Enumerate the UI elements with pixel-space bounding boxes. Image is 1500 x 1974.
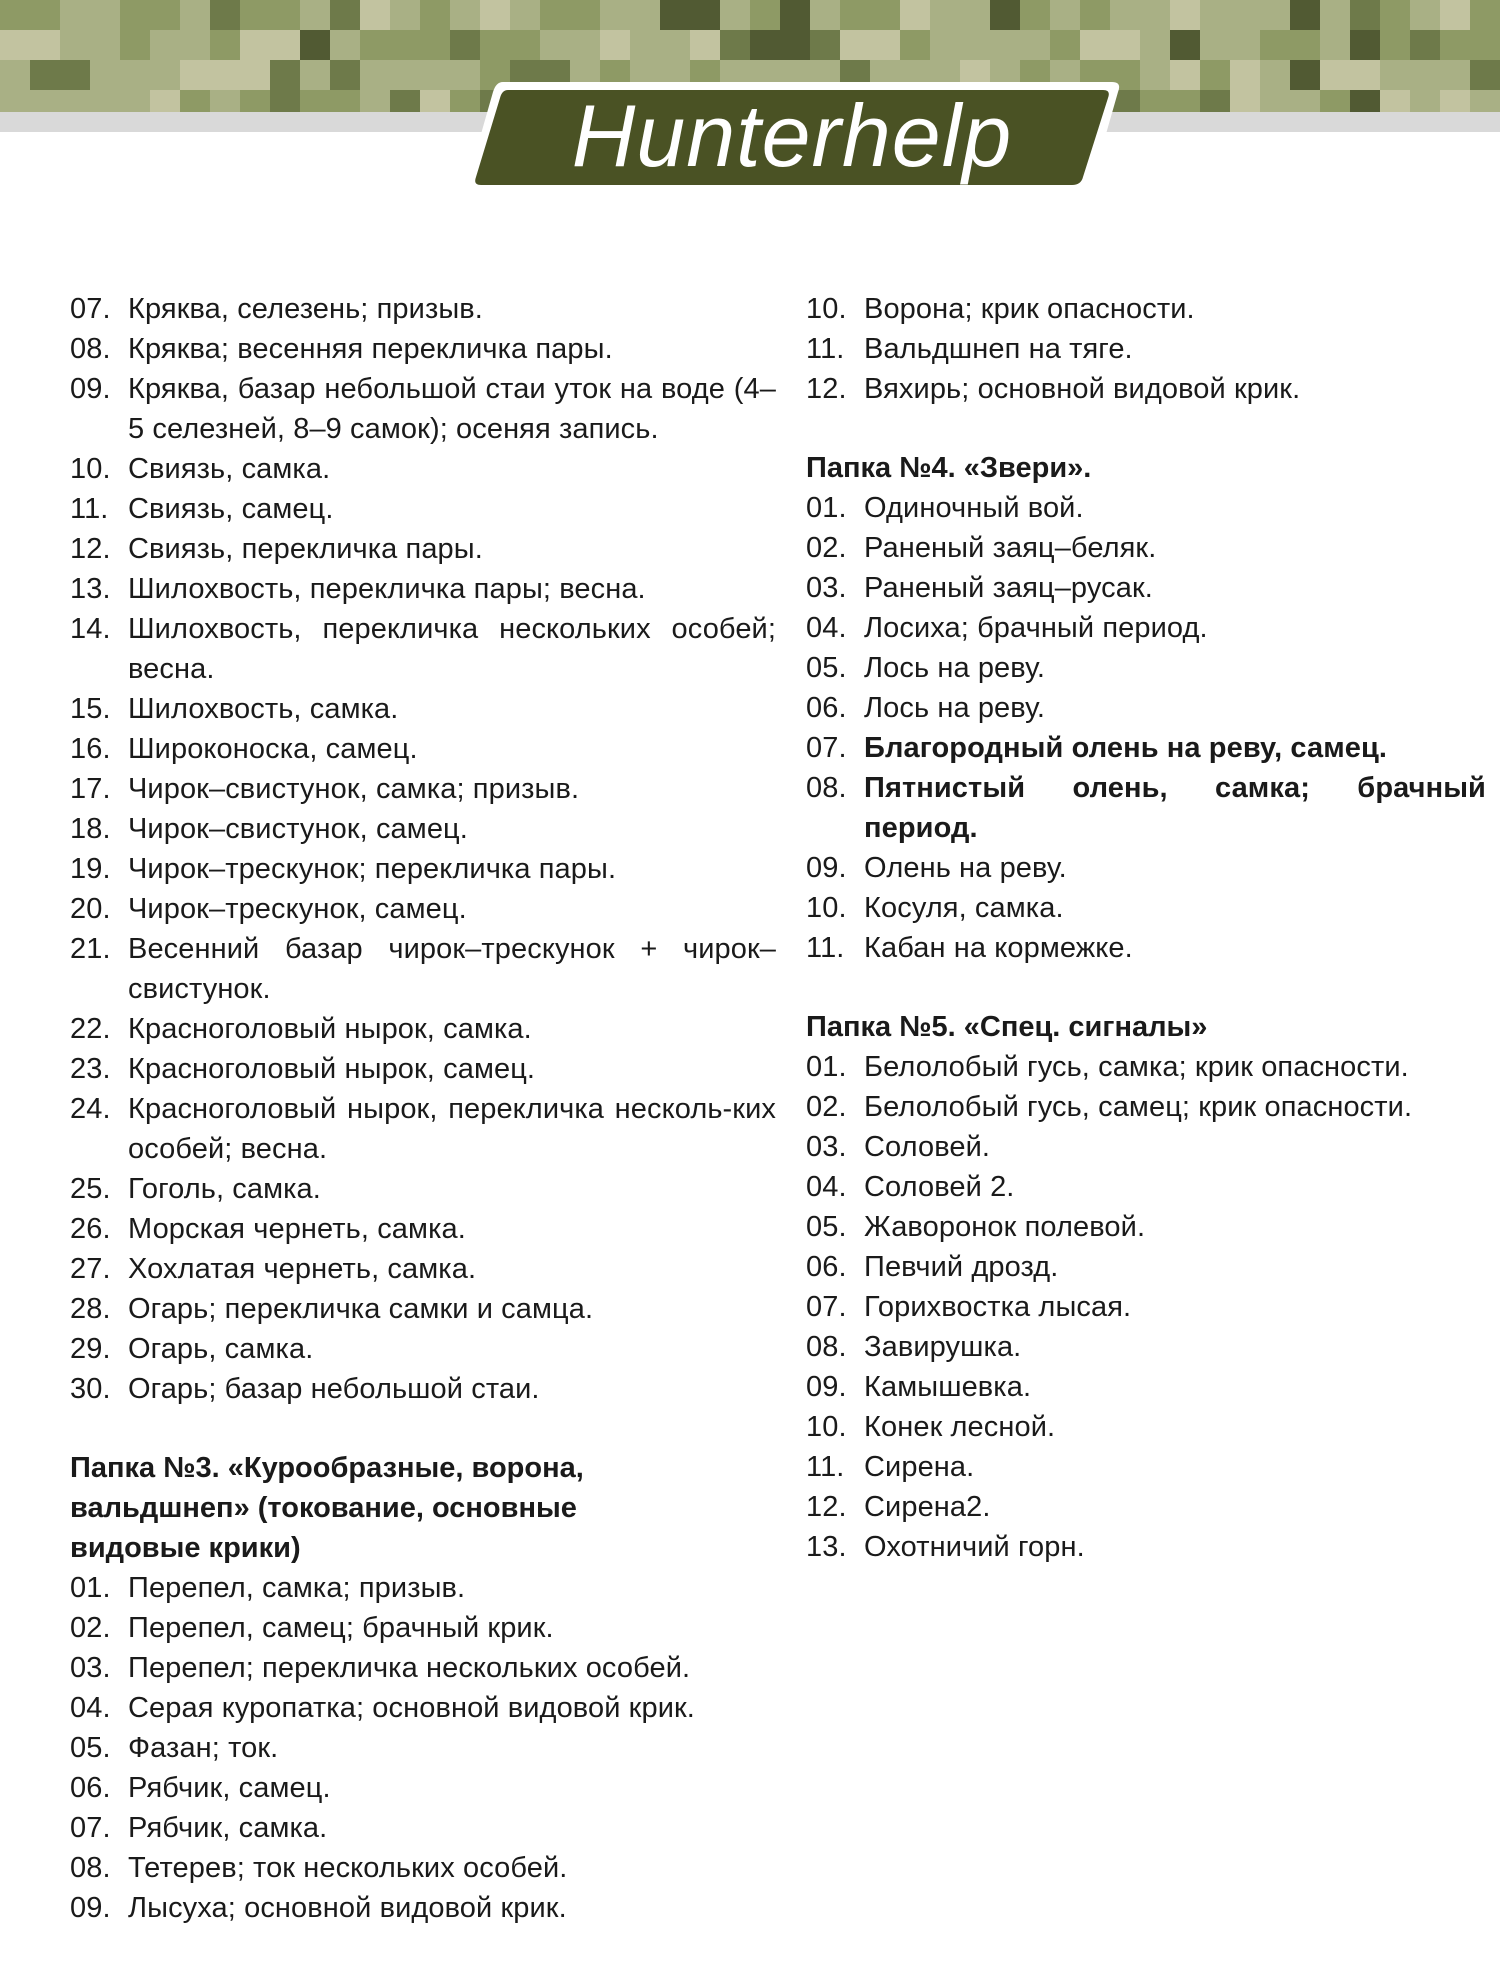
item-number: 11. [806,1451,845,1483]
list-item [806,488,1486,528]
item-text: Лось на реву. [864,692,1046,724]
list-item [70,729,776,769]
item-number: 01. [70,1572,111,1604]
item-text: Свиязь, самец. [128,493,334,525]
item-number: 09. [806,1371,847,1403]
logo-text: Hunterhelp [571,86,1013,185]
item-text: Одиночный вой. [864,492,1084,524]
list-item [806,329,1486,369]
item-text: Сирена. [864,1451,975,1483]
folder2-list [70,289,776,1409]
item-text: Кряква; весенняя перекличка пары. [128,333,613,365]
item-text: Жаворонок полевой. [864,1211,1146,1243]
list-item [70,1608,776,1648]
list-item [70,809,776,849]
list-item [70,1648,776,1688]
item-number: 08. [806,772,847,804]
item-number: 21. [70,933,111,965]
item-number: 02. [806,532,847,564]
list-item [70,489,776,529]
list-item [70,929,776,1009]
item-number: 10. [806,293,847,325]
item-number: 04. [806,612,847,644]
item-text: Гоголь, самка. [128,1173,321,1205]
list-item [806,528,1486,568]
item-text: Морская чернеть, самка. [128,1213,466,1245]
item-text: Горихвостка лысая. [864,1291,1132,1323]
item-text: Кабан на кормежке. [864,932,1133,964]
list-item [70,889,776,929]
item-text: Раненый заяц–русак. [864,572,1153,604]
item-number: 30. [70,1373,111,1405]
item-number: 06. [806,692,847,724]
item-text: Камышевка. [864,1371,1032,1403]
list-item [806,1487,1486,1527]
right-column [806,289,1486,1567]
list-item [806,1447,1486,1487]
list-item [806,1207,1486,1247]
folder3-list [70,1568,776,1928]
list-item [806,848,1486,888]
item-number: 07. [70,1812,111,1844]
folder5-list [806,1047,1486,1567]
item-text: Перепел; перекличка нескольких особей. [128,1652,691,1684]
item-text: Ворона; крик опасности. [864,293,1195,325]
item-text: Рябчик, самец. [128,1772,331,1804]
item-text: Благородный олень на реву, самец. [864,732,1388,764]
list-item [806,1407,1486,1447]
list-item [70,1568,776,1608]
item-text: Чирок–трескунок, самец. [128,893,467,925]
list-item [70,1009,776,1049]
item-text: Свиязь, перекличка пары. [128,533,483,565]
list-item [70,1089,776,1169]
item-number: 03. [806,1131,847,1163]
item-number: 06. [806,1251,847,1283]
list-item [70,529,776,569]
item-number: 27. [70,1253,111,1285]
item-number: 04. [806,1171,847,1203]
item-number: 11. [70,493,109,525]
list-item [70,689,776,729]
list-item [806,1127,1486,1167]
item-number: 09. [806,852,847,884]
list-item [70,569,776,609]
item-number: 28. [70,1293,111,1325]
item-text: Хохлатая чернеть, самка. [128,1253,477,1285]
item-number: 07. [806,732,847,764]
item-number: 06. [70,1772,111,1804]
item-text: Перепел, самка; призыв. [128,1572,466,1604]
list-item [70,1688,776,1728]
item-number: 01. [806,1051,847,1083]
item-text: Охотничий горн. [864,1531,1085,1563]
list-item [70,1289,776,1329]
item-text: Красноголовый нырок, перекличка несколь-ких особей; весна. [128,1093,776,1165]
item-number: 02. [806,1091,847,1123]
list-item [70,1369,776,1409]
list-item [70,1768,776,1808]
list-item [806,888,1486,928]
list-item [70,289,776,329]
item-text: Чирок–свистунок, самка; призыв. [128,773,580,805]
item-text: Белолобый гусь, самец; крик опасности. [864,1091,1413,1123]
camo-banner [0,0,1500,215]
list-item [70,609,776,689]
item-number: 10. [806,892,847,924]
item-number: 09. [70,1892,111,1924]
list-item [70,1329,776,1369]
item-text: Завирушка. [864,1331,1022,1363]
item-text: Красноголовый нырок, самка. [128,1013,532,1045]
item-text: Вальдшнеп на тяге. [864,333,1133,365]
list-item [70,849,776,889]
item-text: Перепел, самец; брачный крик. [128,1612,554,1644]
list-item [806,568,1486,608]
item-number: 26. [70,1213,111,1245]
item-number: 01. [806,492,847,524]
list-item [806,1087,1486,1127]
item-number: 14. [70,613,111,645]
item-number: 15. [70,693,111,725]
list-item [806,1167,1486,1207]
item-number: 05. [806,652,847,684]
item-text: Огарь; перекличка самки и самца. [128,1293,594,1325]
folder3-title: Папка №3. «Курообразные, ворона, вальдшнеп» (токование, основные видовые крики) [70,1452,584,1564]
item-number: 02. [70,1612,111,1644]
item-text: Огарь; базар небольшой стаи. [128,1373,540,1405]
item-text: Чирок–трескунок; перекличка пары. [128,853,617,885]
list-item [70,1888,776,1928]
item-number: 20. [70,893,111,925]
item-text: Шилохвость, перекличка пары; весна. [128,573,646,605]
item-number: 12. [806,373,847,405]
folder3-continued-list [806,289,1486,409]
item-text: Кряква, базар небольшой стаи уток на воде (4–5 селезней, 8–9 самок); осеняя запись. [128,373,776,445]
item-text: Пятнистый олень, самка; брачный период. [864,772,1486,844]
item-number: 10. [70,453,111,485]
list-item [70,1728,776,1768]
folder4-list [806,488,1486,968]
item-text: Соловей 2. [864,1171,1015,1203]
list-item [806,1327,1486,1367]
item-text: Чирок–свистунок, самец. [128,813,468,845]
list-item [806,1047,1486,1087]
left-column [70,289,776,1928]
list-item [806,728,1486,768]
item-number: 05. [806,1211,847,1243]
list-item [70,1249,776,1289]
list-item [806,1287,1486,1327]
list-item [70,1169,776,1209]
item-text: Олень на реву. [864,852,1067,884]
item-number: 09. [70,373,111,405]
item-number: 03. [806,572,847,604]
list-item [70,369,776,449]
item-text: Вяхирь; основной видовой крик. [864,373,1301,405]
list-item [806,1527,1486,1567]
item-number: 17. [70,773,111,805]
item-number: 29. [70,1333,111,1365]
item-text: Косуля, самка. [864,892,1064,924]
list-item [70,1848,776,1888]
item-text: Кряква, селезень; призыв. [128,293,483,325]
list-item [806,289,1486,329]
list-item [806,369,1486,409]
list-item [806,648,1486,688]
item-number: 08. [70,333,111,365]
list-item [70,769,776,809]
item-text: Лось на реву. [864,652,1046,684]
item-number: 08. [806,1331,847,1363]
list-item [70,1209,776,1249]
item-text: Красноголовый нырок, самец. [128,1053,536,1085]
item-number: 25. [70,1173,111,1205]
item-text: Огарь, самка. [128,1333,314,1365]
list-item [806,928,1486,968]
item-text: Соловей. [864,1131,991,1163]
item-text: Лысуха; основной видовой крик. [128,1892,567,1924]
item-text: Певчий дрозд. [864,1251,1059,1283]
list-item [806,1247,1486,1287]
list-item [806,1367,1486,1407]
item-number: 18. [70,813,111,845]
item-text: Рябчик, самка. [128,1812,328,1844]
item-number: 12. [806,1491,847,1523]
item-text: Раненый заяц–беляк. [864,532,1157,564]
list-item [70,1049,776,1089]
item-text: Конек лесной. [864,1411,1056,1443]
item-number: 23. [70,1053,111,1085]
item-number: 24. [70,1093,111,1125]
item-text: Шилохвость, самка. [128,693,399,725]
header-banner [0,0,1500,215]
item-text: Свиязь, самка. [128,453,331,485]
item-number: 19. [70,853,111,885]
list-item [70,329,776,369]
list-item [806,608,1486,648]
folder4-title: Папка №4. «Звери». [806,452,1092,484]
list-item [70,449,776,489]
item-number: 07. [806,1291,847,1323]
item-number: 04. [70,1692,111,1724]
item-number: 03. [70,1652,111,1684]
item-text: Весенний базар чирок–трескунок + чирок–свистунок. [128,933,776,1005]
item-text: Фазан; ток. [128,1732,279,1764]
folder5-title: Папка №5. «Спец. сигналы» [806,1011,1208,1043]
item-number: 11. [806,932,845,964]
item-text: Широконоска, самец. [128,733,418,765]
item-number: 10. [806,1411,847,1443]
item-text: Шилохвость, перекличка нескольких особей; весна. [128,613,776,685]
list-item [806,688,1486,728]
item-text: Сирена2. [864,1491,991,1523]
item-text: Серая куропатка; основной видовой крик. [128,1692,695,1724]
item-number: 12. [70,533,111,565]
item-number: 13. [806,1531,847,1563]
item-number: 07. [70,293,111,325]
item-text: Тетерев; ток нескольких особей. [128,1852,568,1884]
item-number: 22. [70,1013,111,1045]
item-number: 16. [70,733,111,765]
item-number: 13. [70,573,111,605]
list-item [806,768,1486,848]
item-text: Белолобый гусь, самка; крик опасности. [864,1051,1409,1083]
item-number: 05. [70,1732,111,1764]
list-item [70,1808,776,1848]
item-number: 11. [806,333,845,365]
item-number: 08. [70,1852,111,1884]
item-text: Лосиха; брачный период. [864,612,1208,644]
